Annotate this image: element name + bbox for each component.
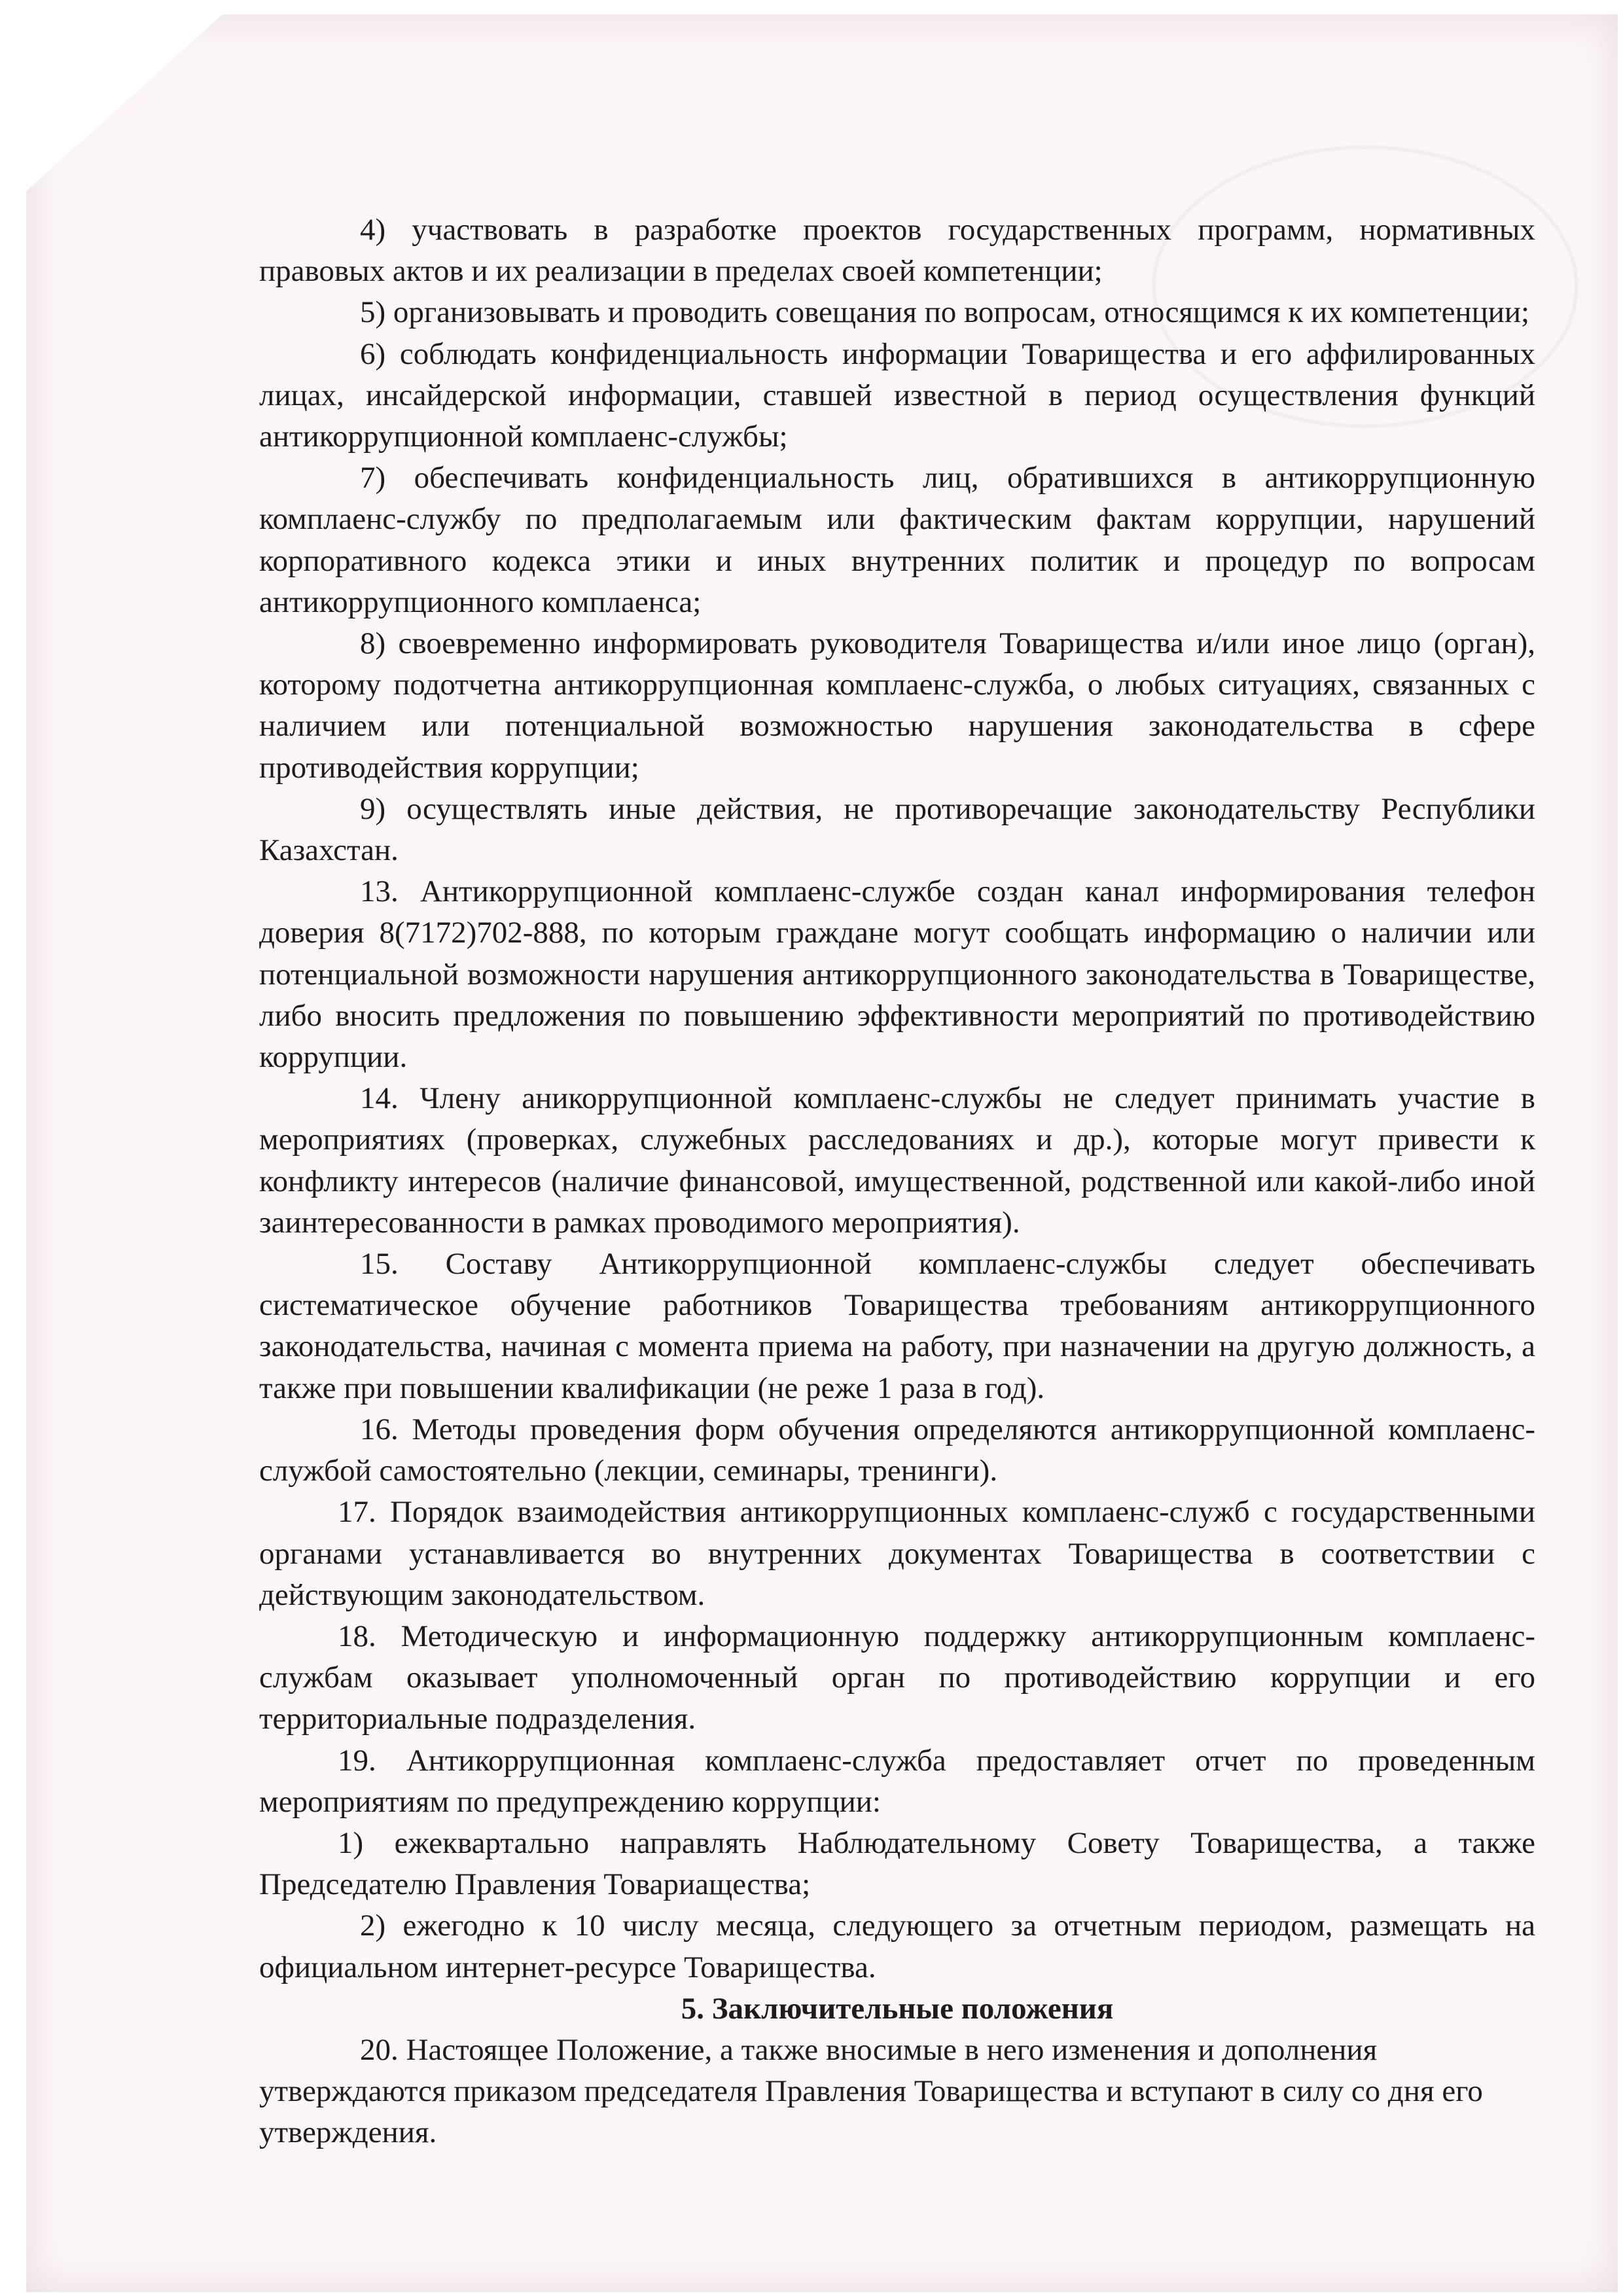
clause-17: 17. Порядок взаимодействия антикоррупционных комплаенс-служб с государственными органами устанавливается во внутренних документах Товарищества в соответствии с действующим законодательством.: [259, 1495, 1535, 1612]
list-item: 4) участвовать в разработке проектов государственных программ, нормативных правовых актов и их реализации в пределах своей компетенции;: [259, 213, 1535, 289]
clause-16: 16. Методы проведения форм обучения определяются антикоррупционной комплаенс-службой самостоятельно (лекции, семинары, тренинги).: [259, 1412, 1535, 1488]
clause-13: 13. Антикоррупционной комплаенс-службе создан канал информирования телефон доверия 8(7172)702-888, по которым граждане могут сообщать информацию о наличии или потенциальной возможности нарушения антикоррупционного законодательства в Товариществе, либо вносить предложения по повышению эффективности мероприятий по противодействию коррупции.: [259, 874, 1535, 1075]
document-body: [259, 209, 1535, 2154]
clause-15: 15. Составу Антикоррупционной комплаенс-службы следует обеспечивать систематическое обучение работников Товарищества требованиям антикоррупционного законодательства, начиная с момента приема на работу, при назначении на другую должность, а также при повышении квалификации (не реже 1 раза в год).: [259, 1247, 1535, 1405]
list-item: 6) соблюдать конфиденциальность информации Товарищества и его аффилированных лицах, инсайдерской информации, ставшей известной в период осуществления функций антикоррупционной комплаенс-службы;: [259, 336, 1535, 454]
clause-14: 14. Члену аникоррупционной комплаенс-службы не следует принимать участие в мероприятиях (проверках, служебных расследованиях и др.), которые могут привести к конфликту интересов (наличие финансовой, имущественной, родственной или какой-либо иной заинтересованности в рамках проводимого мероприятия).: [259, 1081, 1535, 1240]
report-item: 2) ежегодно к 10 числу месяца, следующего за отчетным периодом, размещать на официальном интернет-ресурсе Товарищества.: [259, 1909, 1535, 1984]
list-item: 9) осуществлять иные действия, не противоречащие законодательству Республики Казахстан.: [259, 791, 1535, 868]
list-item: 5) организовывать и проводить совещания по вопросам, относящимся к их компетенции;: [360, 295, 1530, 330]
list-item: 7) обеспечивать конфиденциальность лиц, обратившихся в антикоррупционную комплаенс-службу по предполагаемым или фактическим фактам коррупции, нарушений корпоративного кодекса этики и иных внутренних политик и процедур по вопросам антикоррупционного комплаенса;: [259, 461, 1535, 619]
report-item: 1) ежеквартально направлять Наблюдательному Совету Товарищества, а также Председателю Правления Товариащества;: [259, 1825, 1535, 1902]
clause-20: 20. Настоящее Положение, а также вносимые в него изменения и дополнения утверждаются приказом председателя Правления Товарищества и вступают в силу со дня его утверждения.: [259, 2032, 1483, 2150]
clause-18: 18. Методическую и информационную поддержку антикоррупционным комплаенс-службам оказывает уполномоченный орган по противодействию коррупции и его территориальные подразделения.: [259, 1619, 1535, 1736]
clause-19: 19. Антикоррупционная комплаенс-служба предоставляет отчет по проведенным мероприятиям по предупреждению коррупции:: [259, 1743, 1535, 1819]
section-title: 5. Заключительные положения: [681, 1991, 1114, 2026]
list-item: 8) своевременно информировать руководителя Товарищества и/или иное лицо (орган), которому подотчетна антикоррупционная комплаенс-служба, о любых ситуациях, связанных с наличием или потенциальной возможностью нарушения законодательства в сфере противодействия коррупции;: [259, 626, 1535, 785]
